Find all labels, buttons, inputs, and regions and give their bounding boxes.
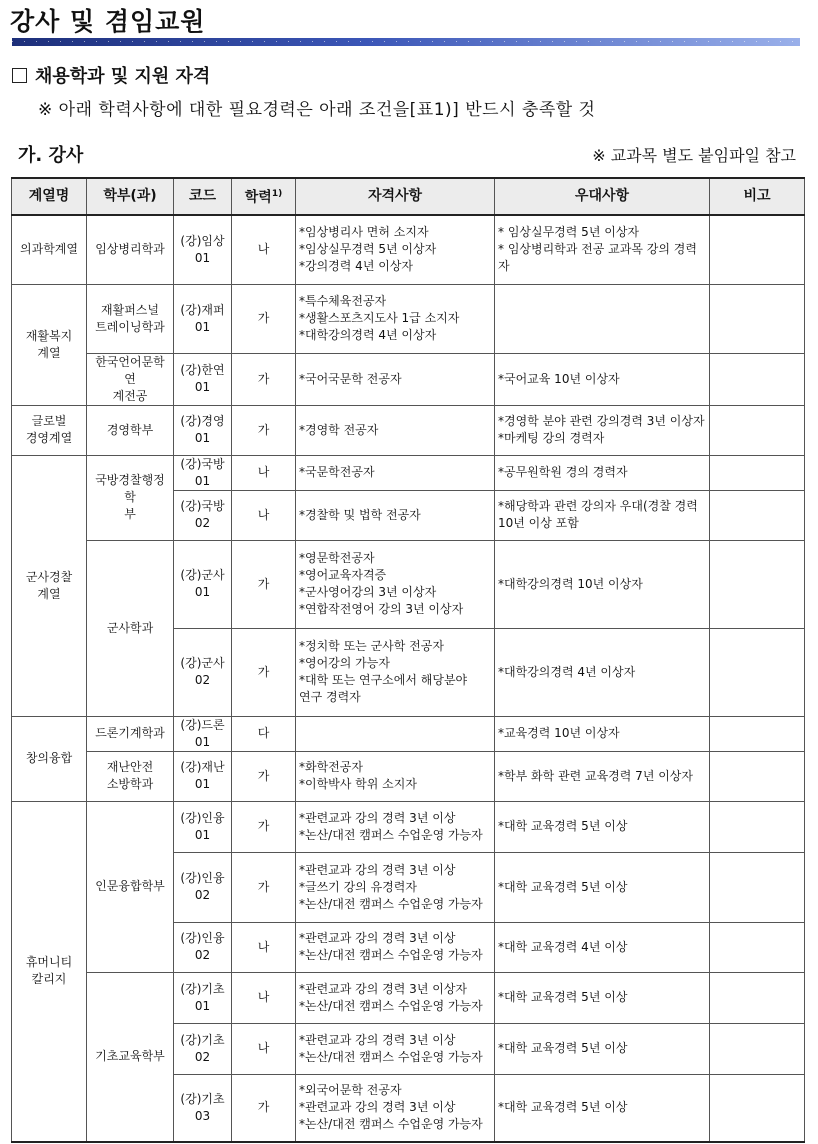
note-cell bbox=[710, 628, 805, 716]
dept-cell: 인문융합학부 bbox=[87, 801, 174, 972]
preference-cell: *대학 교육경력 5년 이상 bbox=[495, 852, 710, 922]
degree-cell: 나 bbox=[232, 490, 296, 540]
lecturer-table bbox=[11, 177, 805, 1143]
degree-cell: 가 bbox=[232, 284, 296, 353]
header-degree-label: 학력 bbox=[244, 189, 272, 206]
note-cell bbox=[710, 716, 805, 751]
qualification-cell: *관련교과 강의 경력 3년 이상 *논산/대전 캠퍼스 수업운영 가능자 bbox=[296, 922, 495, 972]
note-cell bbox=[710, 353, 805, 405]
qualification-cell: *임상병리사 면허 소지자 *임상실무경력 5년 이상자 *강의경력 4년 이상자 bbox=[296, 215, 495, 284]
dept-cell: 재활퍼스널 트레이닝학과 bbox=[87, 284, 174, 353]
degree-cell: 나 bbox=[232, 922, 296, 972]
qualification-cell: *경찰학 및 법학 전공자 bbox=[296, 490, 495, 540]
table-row bbox=[12, 801, 805, 852]
code-cell: (강)인융01 bbox=[174, 801, 232, 852]
code-cell: (강)군사01 bbox=[174, 540, 232, 628]
preference-cell: *대학 교육경력 4년 이상 bbox=[495, 922, 710, 972]
qualification-cell: *관련교과 강의 경력 3년 이상 *논산/대전 캠퍼스 수업운영 가능자 bbox=[296, 1023, 495, 1074]
code-cell: (강)인융02 bbox=[174, 852, 232, 922]
degree-cell: 가 bbox=[232, 852, 296, 922]
dept-cell: 기초교육학부 bbox=[87, 972, 174, 1142]
header-code: 코드 bbox=[174, 178, 232, 215]
degree-cell: 나 bbox=[232, 215, 296, 284]
table-row bbox=[12, 353, 805, 405]
note-cell bbox=[710, 405, 805, 455]
qualification-cell bbox=[296, 716, 495, 751]
degree-cell: 가 bbox=[232, 353, 296, 405]
section-heading bbox=[12, 62, 210, 88]
dept-cell: 재난안전 소방학과 bbox=[87, 751, 174, 801]
code-cell: (강)기초03 bbox=[174, 1074, 232, 1142]
degree-cell: 가 bbox=[232, 540, 296, 628]
code-cell: (강)재난01 bbox=[174, 751, 232, 801]
table-row bbox=[12, 540, 805, 628]
degree-cell: 나 bbox=[232, 972, 296, 1023]
preference-cell: *대학 교육경력 5년 이상 bbox=[495, 972, 710, 1023]
code-cell: (강)국방02 bbox=[174, 490, 232, 540]
table-body bbox=[12, 215, 805, 1142]
code-cell: (강)경영01 bbox=[174, 405, 232, 455]
degree-cell: 나 bbox=[232, 1023, 296, 1074]
table-row bbox=[12, 455, 805, 490]
qualification-cell: *화학전공자 *이학박사 학위 소지자 bbox=[296, 751, 495, 801]
table-row bbox=[12, 284, 805, 353]
preference-cell: *대학강의경력 4년 이상자 bbox=[495, 628, 710, 716]
note-cell bbox=[710, 284, 805, 353]
degree-cell: 가 bbox=[232, 628, 296, 716]
code-cell: (강)한연01 bbox=[174, 353, 232, 405]
page-title: 강사 및 겸임교원 bbox=[10, 7, 206, 36]
code-cell: (강)인융02 bbox=[174, 922, 232, 972]
code-cell: (강)군사02 bbox=[174, 628, 232, 716]
preference-cell: *경영학 분야 관련 강의경력 3년 이상자 *마케팅 강의 경력자 bbox=[495, 405, 710, 455]
degree-cell: 가 bbox=[232, 1074, 296, 1142]
table-row bbox=[12, 405, 805, 455]
preference-cell: *교육경력 10년 이상자 bbox=[495, 716, 710, 751]
table-header-row bbox=[12, 178, 805, 215]
preference-cell: *학부 화학 관련 교육경력 7년 이상자 bbox=[495, 751, 710, 801]
note-cell bbox=[710, 455, 805, 490]
degree-cell: 가 bbox=[232, 751, 296, 801]
qualification-cell: *국어국문학 전공자 bbox=[296, 353, 495, 405]
qualification-cell: *외국어문학 전공자 *관련교과 강의 경력 3년 이상 *논산/대전 캠퍼스 수업운영 가능자 bbox=[296, 1074, 495, 1142]
dept-cell: 드론기계학과 bbox=[87, 716, 174, 751]
requirement-note: ※ 아래 학력사항에 대한 필요경력은 아래 조건을[표1)] 반드시 충족할 것 bbox=[38, 100, 596, 120]
square-bullet-icon bbox=[12, 68, 27, 83]
note-cell bbox=[710, 972, 805, 1023]
header-series: 계열명 bbox=[12, 178, 87, 215]
preference-cell: *대학 교육경력 5년 이상 bbox=[495, 1023, 710, 1074]
code-cell: (강)국방01 bbox=[174, 455, 232, 490]
code-cell: (강)재퍼01 bbox=[174, 284, 232, 353]
table-row bbox=[12, 215, 805, 284]
qualification-cell: *관련교과 강의 경력 3년 이상 *글쓰기 강의 유경력자 *논산/대전 캠퍼스 수업운영 가능자 bbox=[296, 852, 495, 922]
code-cell: (강)기초02 bbox=[174, 1023, 232, 1074]
note-cell bbox=[710, 1023, 805, 1074]
table-row bbox=[12, 972, 805, 1023]
dept-cell: 한국언어문학연 계전공 bbox=[87, 353, 174, 405]
code-cell: (강)기초01 bbox=[174, 972, 232, 1023]
dept-cell: 국방경찰행정학 부 bbox=[87, 455, 174, 540]
degree-cell: 나 bbox=[232, 455, 296, 490]
qualification-cell: *정치학 또는 군사학 전공자 *영어강의 가능자 *대학 또는 연구소에서 해당분야 연구 경력자 bbox=[296, 628, 495, 716]
dept-cell: 경영학부 bbox=[87, 405, 174, 455]
code-cell: (강)드론01 bbox=[174, 716, 232, 751]
header-qualification: 자격사항 bbox=[296, 178, 495, 215]
header-preference: 우대사항 bbox=[495, 178, 710, 215]
qualification-cell: *경영학 전공자 bbox=[296, 405, 495, 455]
preference-cell: *해당학과 관련 강의자 우대(경찰 경력 10년 이상 포함 bbox=[495, 490, 710, 540]
header-note: 비고 bbox=[710, 178, 805, 215]
degree-cell: 가 bbox=[232, 405, 296, 455]
header-degree bbox=[232, 178, 296, 215]
series-cell: 창의융합 bbox=[12, 716, 87, 801]
preference-cell: *공무원학원 경의 경력자 bbox=[495, 455, 710, 490]
note-cell bbox=[710, 540, 805, 628]
dept-cell: 임상병리학과 bbox=[87, 215, 174, 284]
qualification-cell: *관련교과 강의 경력 3년 이상자 *논산/대전 캠퍼스 수업운영 가능자 bbox=[296, 972, 495, 1023]
table-row bbox=[12, 751, 805, 801]
note-cell bbox=[710, 215, 805, 284]
qualification-cell: *영문학전공자 *영어교육자격증 *군사영어강의 3년 이상자 *연합작전영어 강의 3년 이상자 bbox=[296, 540, 495, 628]
preference-cell: * 임상실무경력 5년 이상자 * 임상병리학과 전공 교과목 강의 경력자 bbox=[495, 215, 710, 284]
note-cell bbox=[710, 1074, 805, 1142]
code-cell: (강)임상01 bbox=[174, 215, 232, 284]
table-row bbox=[12, 716, 805, 751]
preference-cell: *대학강의경력 10년 이상자 bbox=[495, 540, 710, 628]
series-cell: 글로벌 경영계열 bbox=[12, 405, 87, 455]
preference-cell: *대학 교육경력 5년 이상 bbox=[495, 801, 710, 852]
series-cell: 재활복지 계열 bbox=[12, 284, 87, 405]
note-cell bbox=[710, 751, 805, 801]
qualification-cell: *국문학전공자 bbox=[296, 455, 495, 490]
section-title: 채용학과 및 지원 자격 bbox=[35, 66, 211, 87]
preference-cell bbox=[495, 284, 710, 353]
attachment-reference: ※ 교과목 별도 붙임파일 참고 bbox=[592, 146, 796, 165]
series-cell: 휴머니티 칼리지 bbox=[12, 801, 87, 1142]
degree-cell: 가 bbox=[232, 801, 296, 852]
series-cell: 의과학계열 bbox=[12, 215, 87, 284]
preference-cell: *대학 교육경력 5년 이상 bbox=[495, 1074, 710, 1142]
footnote-marker: 1) bbox=[271, 189, 283, 200]
subsection-title: 가. 강사 bbox=[18, 145, 84, 166]
dept-cell: 군사학과 bbox=[87, 540, 174, 716]
header-dept: 학부(과) bbox=[87, 178, 174, 215]
note-cell bbox=[710, 922, 805, 972]
series-cell: 군사경찰 계열 bbox=[12, 455, 87, 716]
note-cell bbox=[710, 852, 805, 922]
degree-cell: 다 bbox=[232, 716, 296, 751]
title-divider bbox=[12, 38, 800, 46]
note-cell bbox=[710, 490, 805, 540]
qualification-cell: *관련교과 강의 경력 3년 이상 *논산/대전 캠퍼스 수업운영 가능자 bbox=[296, 801, 495, 852]
note-cell bbox=[710, 801, 805, 852]
preference-cell: *국어교육 10년 이상자 bbox=[495, 353, 710, 405]
qualification-cell: *특수체육전공자 *생활스포츠지도사 1급 소지자 *대학강의경력 4년 이상자 bbox=[296, 284, 495, 353]
